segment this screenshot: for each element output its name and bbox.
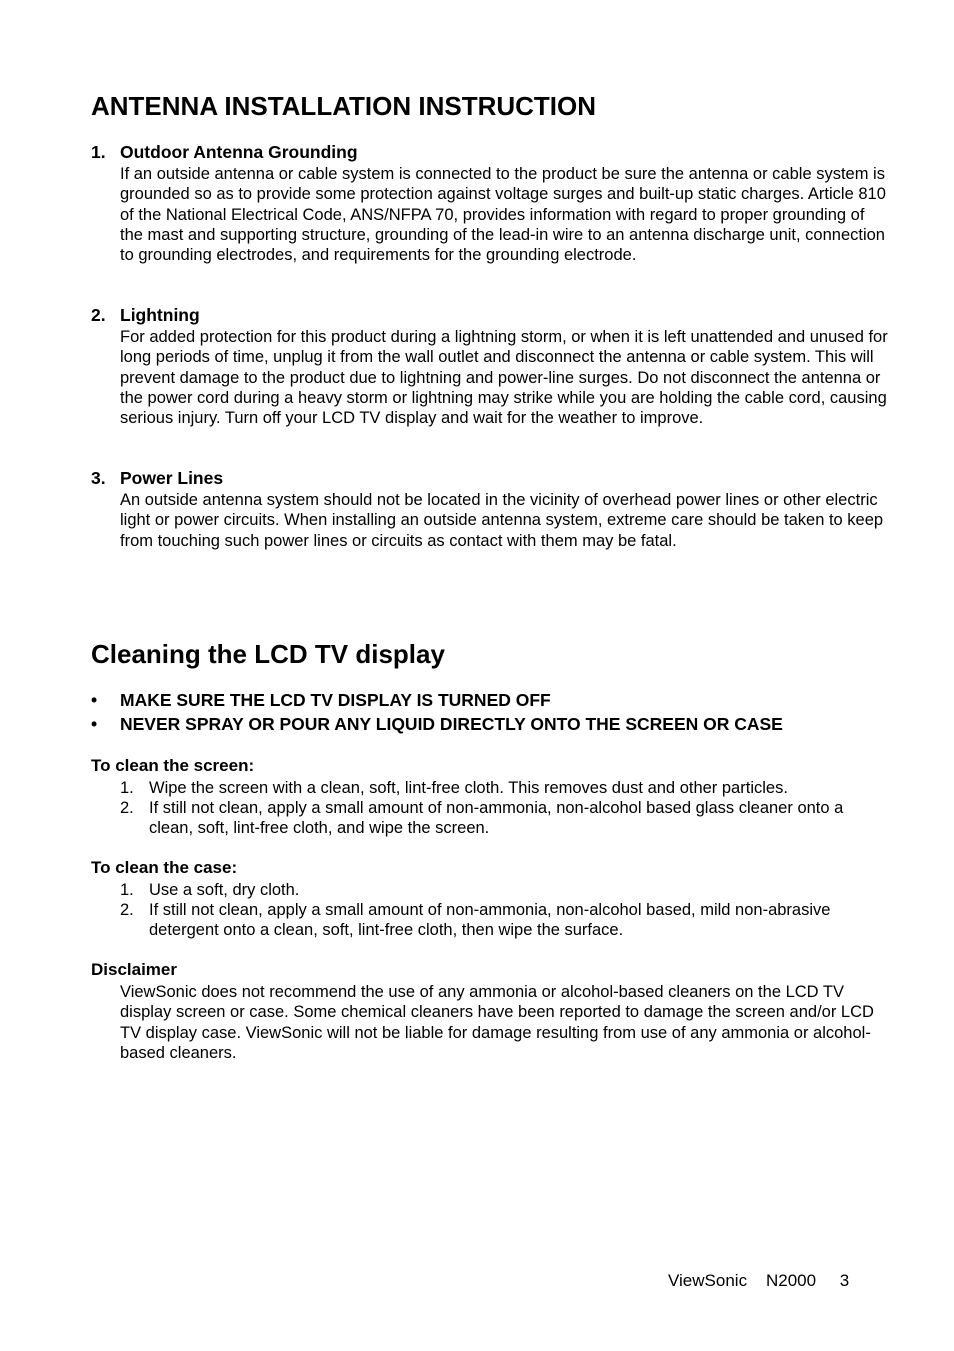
section-text-power-lines: An outside antenna system should not be located in the vicinity of overhead power lines or other electric light or power circuits. When installing an outside antenna system, extreme care should be taken to keep from touching such power lines or circuits as contact with them may be fatal. <box>120 491 884 550</box>
warning-bullet-turn-off: • MAKE SURE THE LCD TV DISPLAY IS TURNED OFF <box>91 690 551 710</box>
section-number: 1. <box>91 142 106 162</box>
section-number: 3. <box>91 468 106 488</box>
section-title: Power Lines <box>120 468 224 488</box>
antenna-title: ANTENNA INSTALLATION INSTRUCTION <box>91 91 597 121</box>
clean-case-step-1: 1. Use a soft, dry cloth. <box>120 881 300 899</box>
page-number: 3 <box>839 1271 850 1290</box>
bullet-icon: • <box>91 714 98 734</box>
section-text-lightning: For added protection for this product during a lightning storm, or when it is left unattended and unused for long periods of time, unplug it from the wall outlet and disconnect the antenna or cable system. This will prevent damage to the product due to lightning and power-line surges. Do not disconnect the antenna or the power cord during a heavy storm or lightning may strike while you are holding the cable cord, causing serious injury. Turn off your LCD TV display and wait for the weather to improve. <box>120 328 888 428</box>
warning-bullet-no-liquid: • NEVER SPRAY OR POUR ANY LIQUID DIRECTLY ONTO THE SCREEN OR CASE <box>91 714 783 734</box>
footer-model: N2000 <box>765 1271 817 1290</box>
section-number: 2. <box>91 305 106 325</box>
section-heading-power-lines <box>91 467 223 489</box>
cleaning-title: Cleaning the LCD TV display <box>91 639 445 669</box>
disclaimer-heading: Disclaimer <box>91 960 177 979</box>
clean-case-step-2: 2. If still not clean, apply a small amount of non-ammonia, non-alcohol based, mild non-abrasive detergent onto a clean, soft, lint-free cloth, then wipe the surface. <box>120 901 831 940</box>
clean-screen-heading: To clean the screen: <box>91 756 255 775</box>
clean-screen-step-1: 1. Wipe the screen with a clean, soft, lint-free cloth. This removes dust and other particles. <box>120 779 788 797</box>
bullet-icon: • <box>91 690 98 710</box>
clean-screen-step-2: 2. If still not clean, apply a small amount of non-ammonia, non-alcohol based glass cleaner onto a clean, soft, lint-free cloth, and wipe the screen. <box>120 799 844 838</box>
section-heading-grounding <box>91 141 358 163</box>
section-title: Lightning <box>120 305 200 325</box>
page-footer <box>668 1271 849 1291</box>
section-title: Outdoor Antenna Grounding <box>120 142 358 162</box>
footer-brand: ViewSonic <box>668 1271 748 1290</box>
disclaimer-text: ViewSonic does not recommend the use of any ammonia or alcohol-based cleaners on the LCD TV display screen or case. Some chemical cleaners have been reported to damage the screen and/or LCD TV display case. ViewSonic will not be liable for damage resulting from use of any ammonia or alcohol-based cleaners. <box>120 983 874 1062</box>
section-heading-lightning <box>91 304 200 326</box>
clean-case-heading: To clean the case: <box>91 858 238 877</box>
section-text-grounding: If an outside antenna or cable system is connected to the product be sure the antenna or cable system is grounded so as to provide some protection against voltage surges and built-up static charges. Article 810 of the National Electrical Code, ANS/NFPA 70, provides information with regard to proper grounding of the mast and supporting structure, grounding of the lead-in wire to an antenna discharge unit, connection to grounding electrodes, and requirements for the grounding electrode. <box>120 165 886 265</box>
